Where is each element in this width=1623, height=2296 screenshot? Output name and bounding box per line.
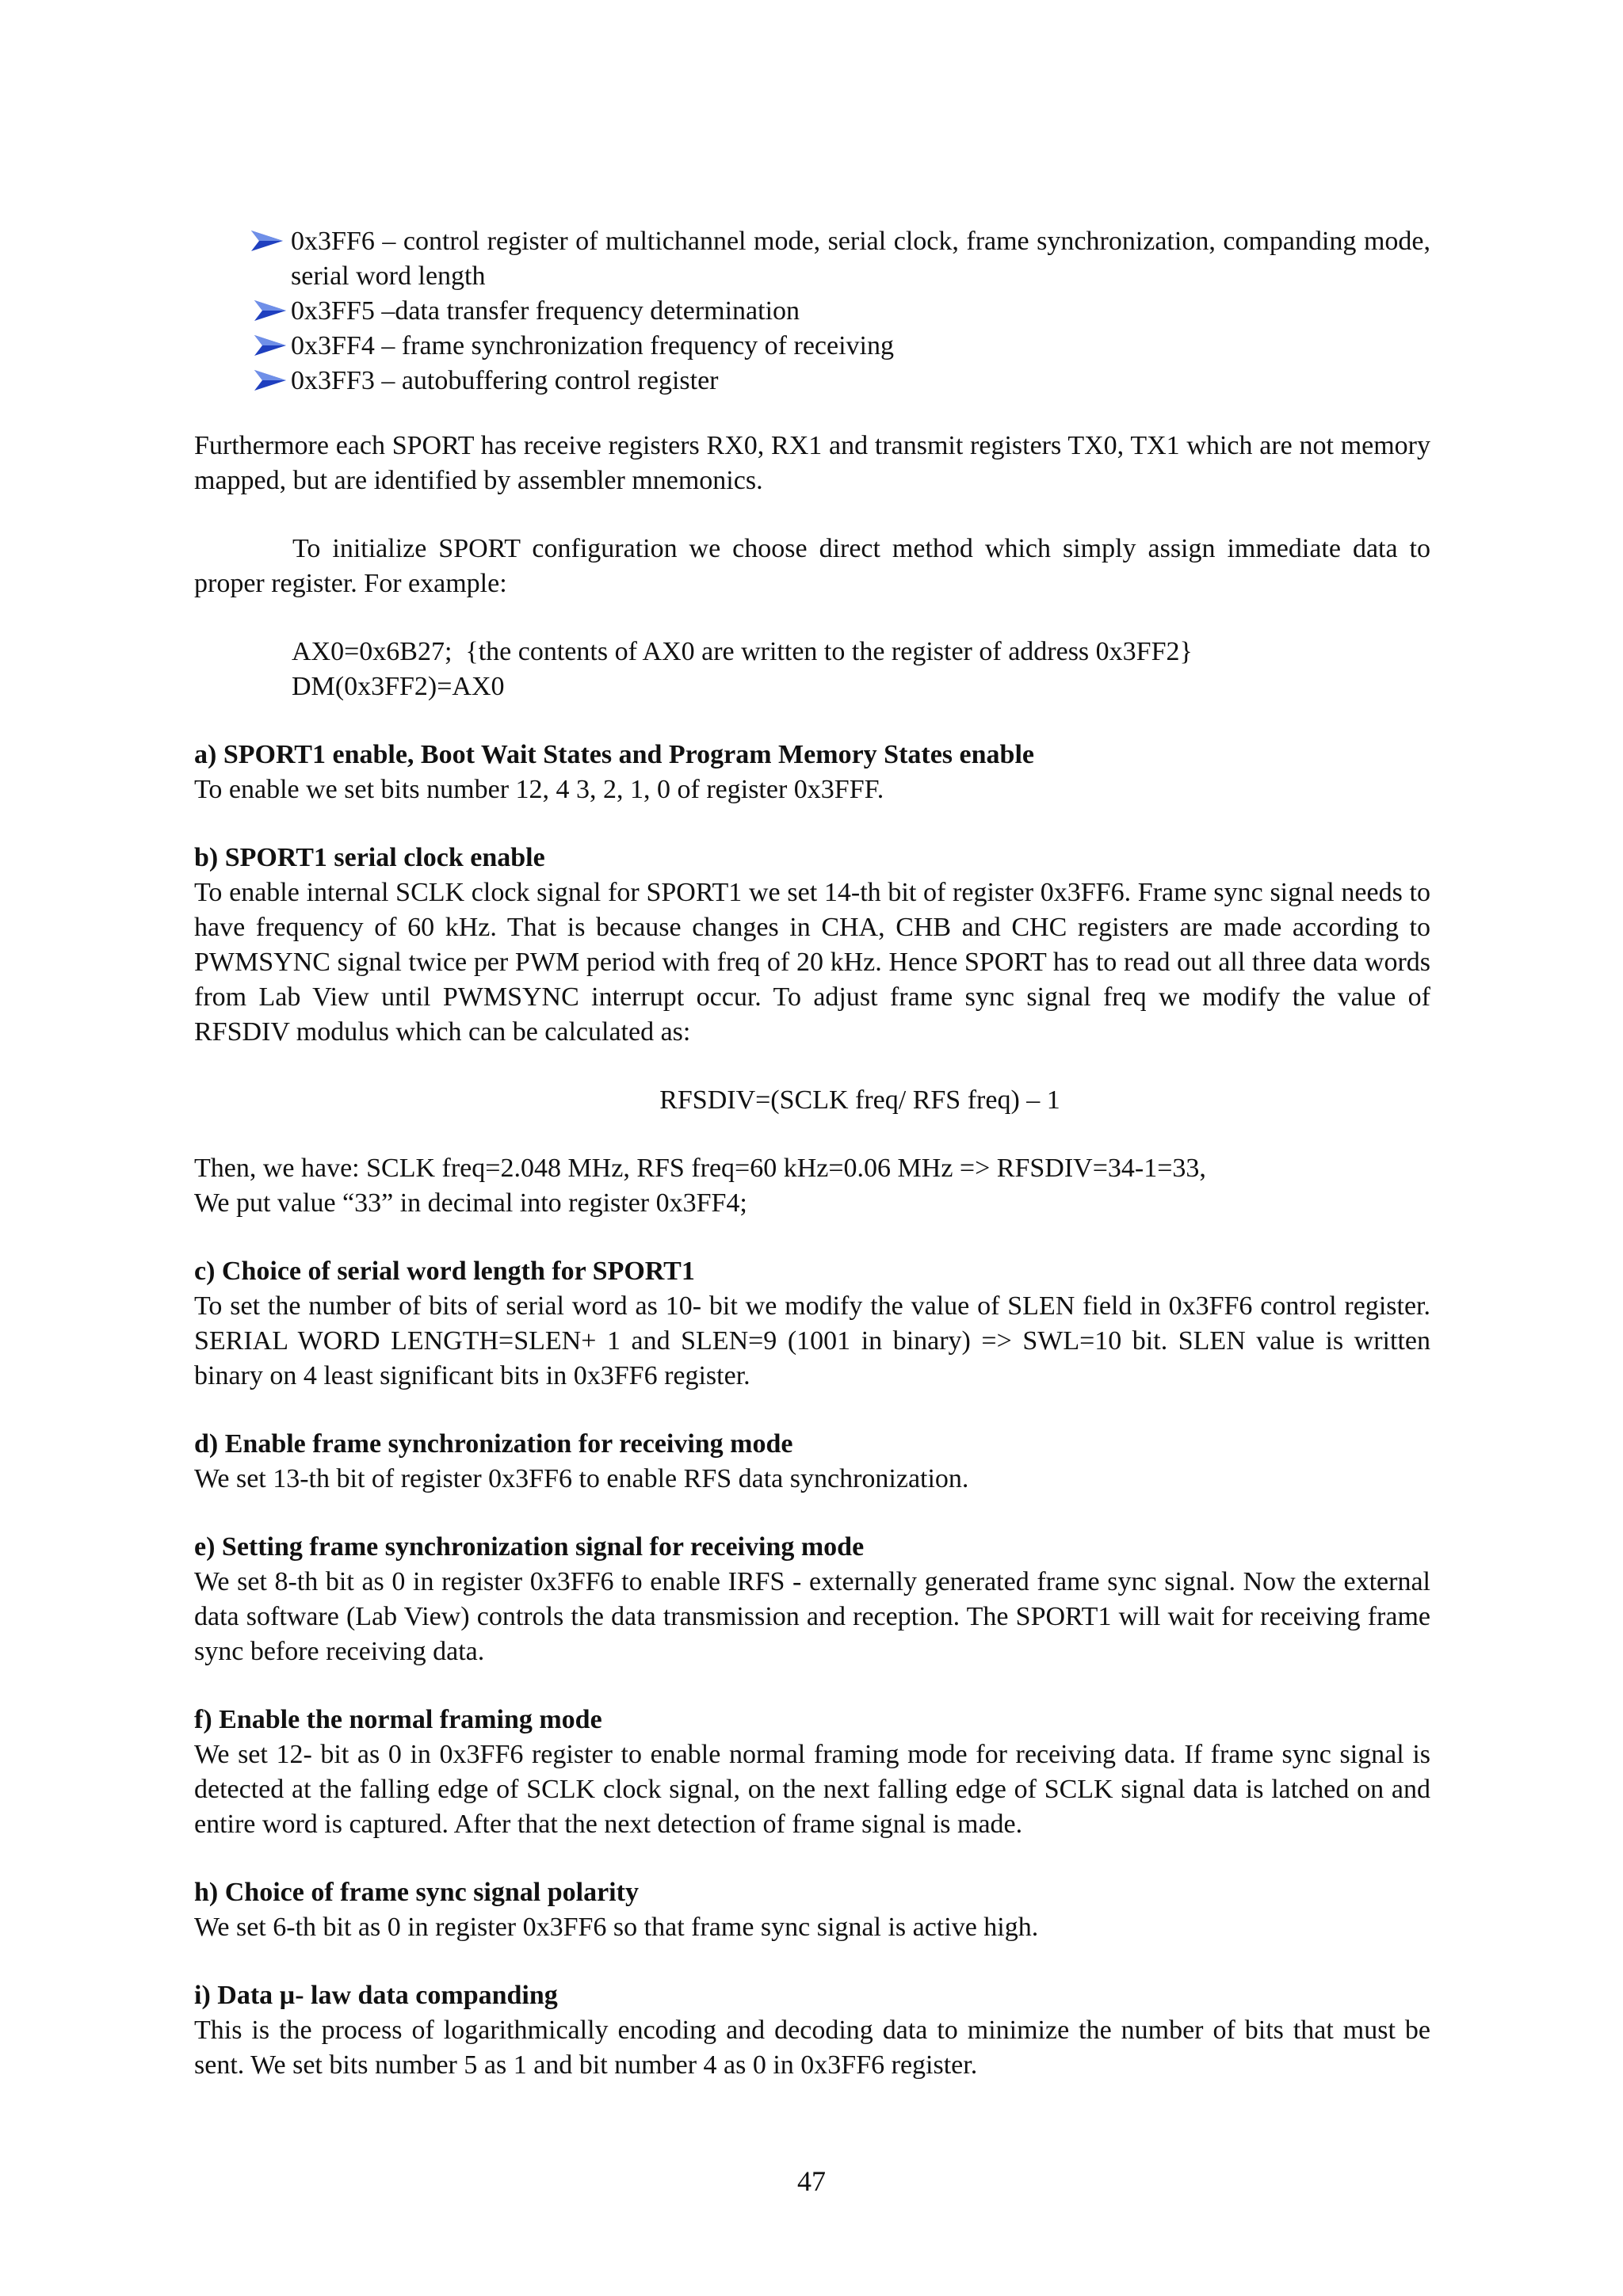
register-bullet-list	[251, 224, 1430, 399]
calculation-line: Then, we have: SCLK freq=2.048 MHz, RFS freq=60 kHz=0.06 MHz => RFSDIV=34-1=33,	[194, 1154, 1206, 1183]
section-heading: c) Choice of serial word length for SPORT1	[194, 1257, 695, 1286]
list-item	[251, 224, 1430, 294]
rfsdiv-formula: RFSDIV=(SCLK freq/ RFS freq) – 1	[659, 1085, 1060, 1115]
section-b-calculation	[194, 1151, 1430, 1221]
list-item	[251, 294, 1430, 329]
section-d	[194, 1427, 1430, 1497]
paragraph-initialize: To initialize SPORT configuration we choose direct method which simply assign immediate data to proper register. For example:	[194, 534, 1430, 598]
blue-arrow-icon	[254, 370, 286, 391]
section-heading: a) SPORT1 enable, Boot Wait States and Program Memory States enable	[194, 740, 1034, 769]
section-c	[194, 1254, 1430, 1394]
blue-arrow-icon	[254, 300, 286, 321]
calculation-line: We put value “33” in decimal into register 0x3FF4;	[194, 1188, 747, 1218]
bullet-text: 0x3FF4 – frame synchronization frequency of receiving	[291, 331, 894, 360]
section-heading: d) Enable frame synchronization for receiving mode	[194, 1429, 793, 1459]
section-body: We set 13-th bit of register 0x3FF6 to enable RFS data synchronization.	[194, 1464, 969, 1493]
section-body: We set 6-th bit as 0 in register 0x3FF6 so that frame sync signal is active high.	[194, 1913, 1039, 1942]
section-e	[194, 1530, 1430, 1669]
code-line: AX0=0x6B27; {the contents of AX0 are written to the register of address 0x3FF2}	[292, 637, 1193, 666]
section-body: This is the process of logarithmically encoding and decoding data to minimize the number of bits that must be sent. We set bits number 5 as 1 and bit number 4 as 0 in 0x3FF6 register.	[194, 2016, 1430, 2080]
section-heading: b) SPORT1 serial clock enable	[194, 843, 545, 872]
section-f	[194, 1703, 1430, 1842]
list-item	[251, 329, 1430, 364]
code-example	[292, 635, 1430, 704]
bullet-text: 0x3FF3 – autobuffering control register	[291, 366, 719, 395]
section-h	[194, 1875, 1430, 1945]
section-body: We set 8-th bit as 0 in register 0x3FF6 to enable IRFS - externally generated frame sync signal. Now the external data software (Lab View) controls the data transmission and reception. The SPORT1 will wait for receiving frame sync before receiving data.	[194, 1567, 1430, 1666]
section-heading: f) Enable the normal framing mode	[194, 1705, 602, 1734]
section-body: To enable we set bits number 12, 4 3, 2, 1, 0 of register 0x3FFF.	[194, 775, 884, 804]
section-body: To set the number of bits of serial word as 10- bit we modify the value of SLEN field in 0x3FF6 control register. SERIAL WORD LENGTH=SLEN+ 1 and SLEN=9 (1001 in binary) => SWL=10 bit. SLEN value is written binary on 4 least significant bits in 0x3FF6 register.	[194, 1291, 1430, 1390]
blue-arrow-icon	[251, 231, 283, 251]
blue-arrow-icon	[254, 335, 286, 356]
section-heading: i) Data µ- law data companding	[194, 1981, 558, 2010]
bullet-text: 0x3FF6 – control register of multichannel mode, serial clock, frame synchronization, companding mode, serial word length	[291, 227, 1430, 291]
section-b	[194, 841, 1430, 1050]
section-body: To enable internal SCLK clock signal for SPORT1 we set 14-th bit of register 0x3FF6. Frame sync signal needs to have frequency of 60 kHz. That is because changes in CHA, CHB and CHC registers are made according to PWMSYNC signal twice per PWM period with freq of 20 kHz. Hence SPORT has to read out all three data words from Lab View until PWMSYNC interrupt occur. To adjust frame sync signal freq we modify the value of RFSDIV modulus which can be calculated as:	[194, 878, 1430, 1047]
paragraph-registers: Furthermore each SPORT has receive registers RX0, RX1 and transmit registers TX0, TX1 which are not memory mapped, but are identified by assembler mnemonics.	[194, 431, 1430, 495]
code-line: DM(0x3FF2)=AX0	[292, 672, 505, 701]
section-heading: h) Choice of frame sync signal polarity	[194, 1878, 639, 1907]
section-i	[194, 1978, 1430, 2083]
list-item	[251, 364, 1430, 399]
section-heading: e) Setting frame synchronization signal for receiving mode	[194, 1532, 865, 1562]
section-body: We set 12- bit as 0 in 0x3FF6 register to enable normal framing mode for receiving data. If frame sync signal is detected at the falling edge of SCLK clock signal, on the next falling edge of SCLK signal data is latched on and entire word is captured. After that the next detection of frame signal is made.	[194, 1740, 1430, 1839]
page-number: 47	[797, 2165, 826, 2197]
section-a	[194, 738, 1430, 807]
document-page	[194, 224, 1430, 2116]
bullet-text: 0x3FF5 –data transfer frequency determination	[291, 296, 800, 326]
